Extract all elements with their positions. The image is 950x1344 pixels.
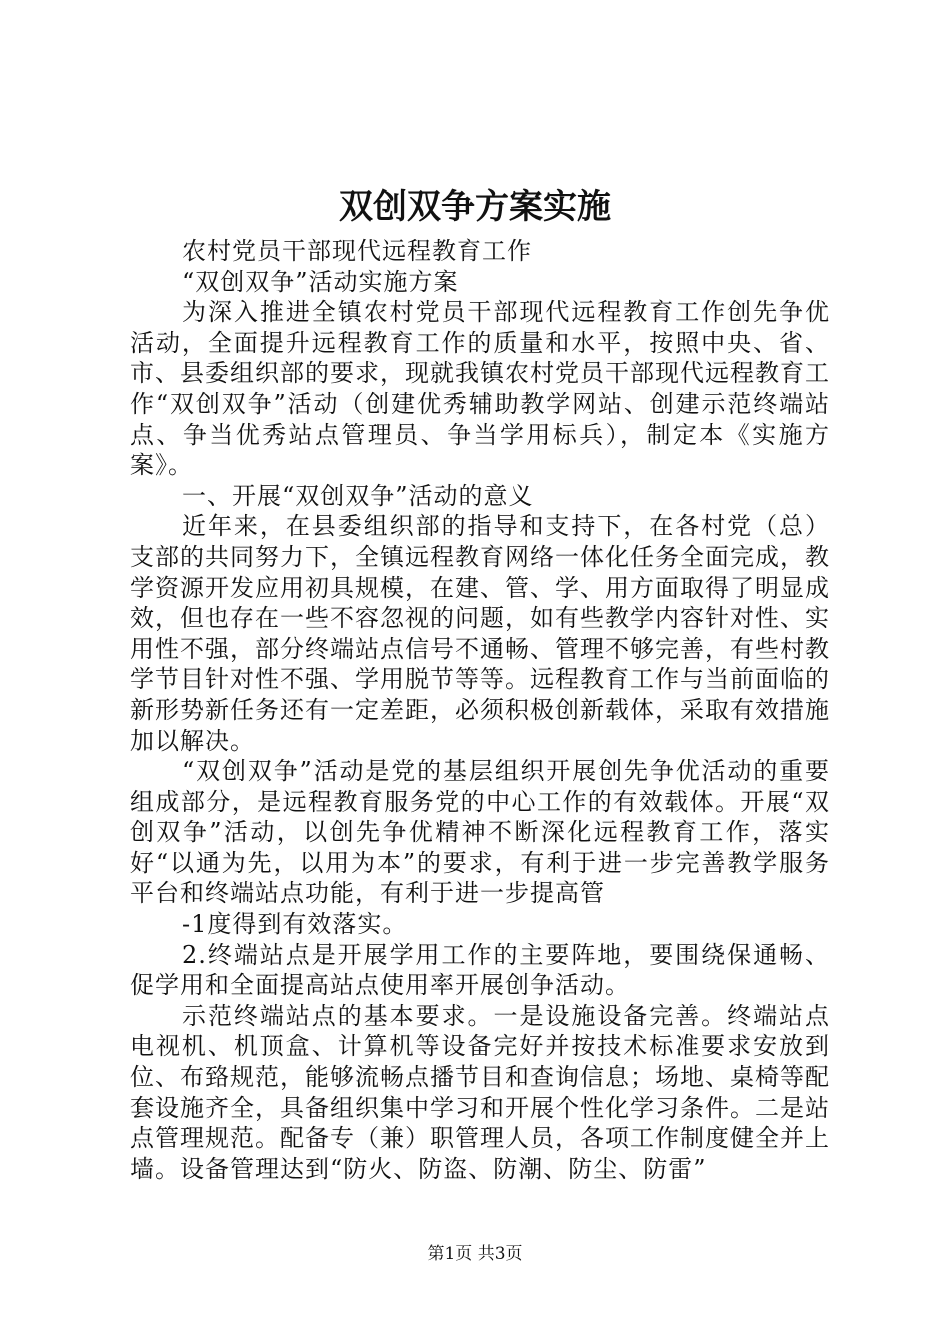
paragraph-fragment: -1度得到有效落实。 (182, 910, 408, 939)
paragraph-intro: 为深入推进全镇农村党员干部现代远程教育工作创先争优活动，全面提升远程教育工作的质量和水平，按照中央、省、市、县委组织部的要求，现就我镇农村党员干部现代远程教育工作“双创双争”活动（创建优秀辅助教学网站、创建示范终端站点、争当优秀站点管理员、争当学用标兵），制定本《实施方案》。 (130, 298, 830, 480)
document-title: 双创双争方案实施 (339, 187, 611, 227)
section-heading-1: 一、开展“双创双争”活动的意义 (182, 481, 534, 510)
paragraph-subtitle-1: 农村党员干部现代远程教育工作 (182, 237, 532, 265)
paragraph-significance: “双创双争”活动是党的基层组织开展创先争优活动的重要组成部分，是远程教育服务党的中心工作的有效载体。开展“双创双争”活动，以创先争优精神不断深化远程教育工作，落实好“以通为先，以用为本”的要求，有利于进一步完善教学服务平台和终端站点功能，有利于进一步提高管 (130, 757, 830, 908)
paragraph-requirements: 示范终端站点的基本要求。一是设施设备完善。终端站点电视机、机顶盒、计算机等设备完好并按技术标准要求安放到位、布臵规范，能够流畅点播节目和查询信息；场地、桌椅等配套设施齐全，具备组织集中学习和开展个性化学习条件。二是站点管理规范。配备专（兼）职管理人员，各项工作制度健全并上墙。设备管理达到“防火、防盗、防潮、防尘、防雷” (130, 1001, 830, 1183)
document-body (130, 236, 830, 1184)
paragraph-background: 近年来，在县委组织部的指导和支持下，在各村党（总）支部的共同努力下，全镇远程教育网络一体化任务全面完成，教学资源开发应用初具规模，在建、管、学、用方面取得了明显成效，但也存在一些不容忽视的问题，如有些教学内容针对性、实用性不强，部分终端站点信号不通畅、管理不够完善，有些村教学节目针对性不强、学用脱节等等。远程教育工作与当前面临的新形势新任务还有一定差距，必须积极创新载体，采取有效措施加以解决。 (130, 512, 830, 755)
paragraph-subtitle-2: “双创双争”活动实施方案 (182, 267, 459, 296)
page-number-footer: 第1页 共3页 (427, 1244, 523, 1264)
paragraph-item-2: 2.终端站点是开展学用工作的主要阵地，要围绕保通畅、促学用和全面提高站点使用率开展创争活动。 (130, 940, 830, 1000)
